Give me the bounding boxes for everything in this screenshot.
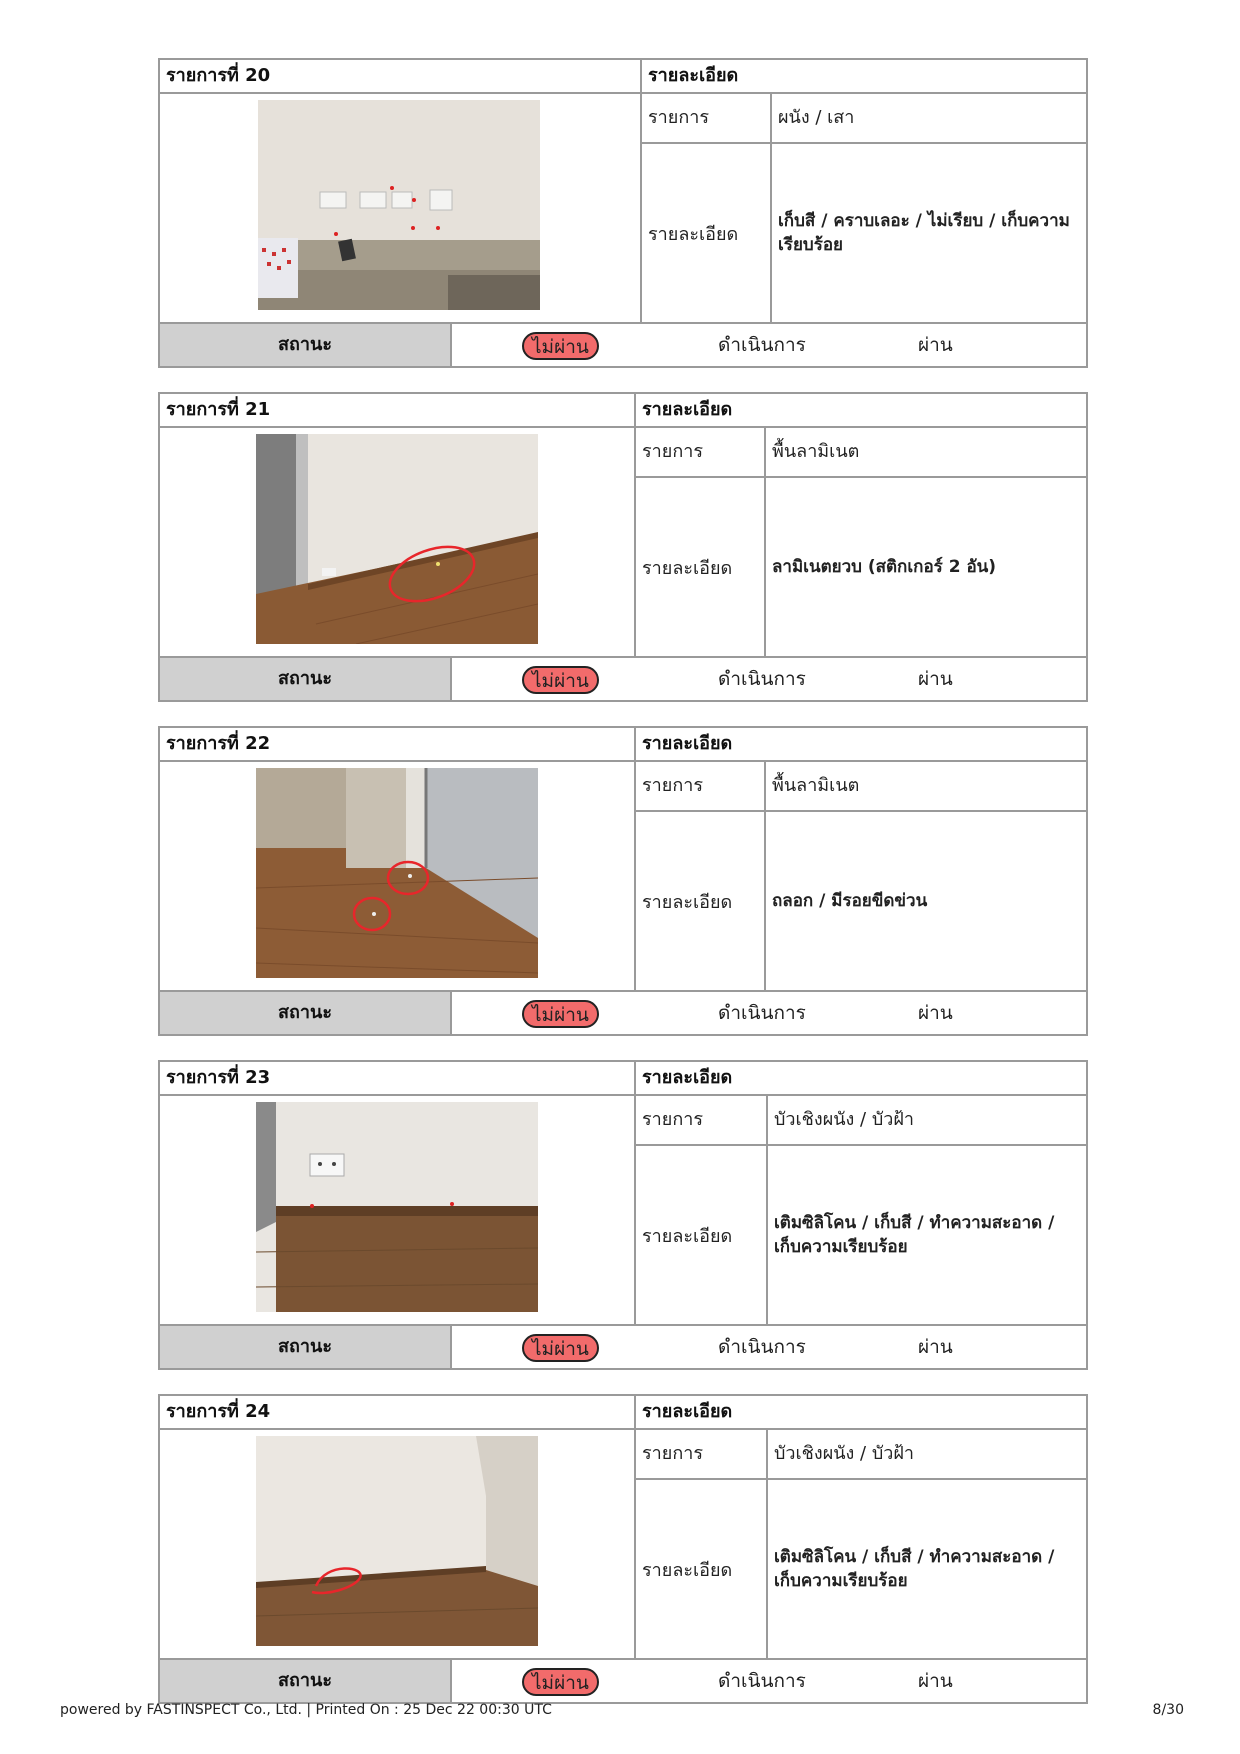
- status-fail-badge[interactable]: ไม่ผ่าน: [522, 666, 599, 694]
- detail-label: รายละเอียด: [636, 1480, 768, 1658]
- item-value: ผนัง / เสา: [772, 94, 1086, 144]
- status-fail-badge[interactable]: ไม่ผ่าน: [522, 1000, 599, 1028]
- status-row: [160, 324, 1086, 366]
- item-title: รายการที่ 24: [160, 1396, 634, 1430]
- detail-header: รายละเอียด: [640, 60, 1086, 94]
- detail-value: เก็บสี / คราบเลอะ / ไม่เรียบ / เก็บความเรียบร้อย: [778, 211, 1070, 255]
- status-row: [160, 1660, 1086, 1702]
- detail-value: ลามิเนตยวบ (สติกเกอร์ 2 อัน): [772, 557, 997, 577]
- detail-header: รายละเอียด: [634, 728, 1086, 762]
- inspection-item-22: [158, 726, 1088, 1036]
- detail-header: รายละเอียด: [634, 1396, 1086, 1430]
- item-title: รายการที่ 20: [160, 60, 640, 94]
- status-fail-badge[interactable]: ไม่ผ่าน: [522, 1334, 599, 1362]
- photo-cell: [160, 94, 640, 324]
- status-row: [160, 992, 1086, 1034]
- detail-block: [640, 94, 1086, 324]
- item-title: รายการที่ 21: [160, 394, 634, 428]
- detail-header: รายละเอียด: [634, 1062, 1086, 1096]
- item-label: รายการ: [636, 1096, 768, 1146]
- detail-block: [634, 428, 1086, 658]
- status-row: [160, 658, 1086, 700]
- status-label: สถานะ: [160, 1660, 452, 1702]
- status-label: สถานะ: [160, 658, 452, 700]
- status-label: สถานะ: [160, 992, 452, 1034]
- photo-cell: [160, 1430, 634, 1660]
- status-row: [160, 1326, 1086, 1368]
- footer-printed-info: powered by FASTINSPECT Co., Ltd. | Printed On : 25 Dec 22 00:30 UTC: [60, 1702, 552, 1718]
- photo-skirting-outlet[interactable]: [256, 1102, 538, 1312]
- detail-label: รายละเอียด: [636, 1146, 768, 1324]
- status-progress-option[interactable]: ดำเนินการ: [718, 1670, 806, 1692]
- photo-cell: [160, 762, 634, 992]
- photo-floor-door[interactable]: [256, 768, 538, 978]
- status-progress-option[interactable]: ดำเนินการ: [718, 668, 806, 690]
- status-fail-badge[interactable]: ไม่ผ่าน: [522, 1668, 599, 1696]
- detail-label: รายละเอียด: [642, 144, 772, 322]
- status-label: สถานะ: [160, 1326, 452, 1368]
- status-pass-option[interactable]: ผ่าน: [918, 1002, 953, 1024]
- status-label: สถานะ: [160, 324, 452, 366]
- detail-value: เติมซิลิโคน / เก็บสี / ทำความสะอาด / เก็บความเรียบร้อย: [774, 1213, 1055, 1257]
- detail-block: [634, 1430, 1086, 1660]
- item-value: บัวเชิงผนัง / บัวฝ้า: [768, 1096, 1086, 1146]
- page-number: 8/30: [1152, 1702, 1184, 1718]
- status-pass-option[interactable]: ผ่าน: [918, 334, 953, 356]
- photo-cell: [160, 1096, 634, 1326]
- item-value: บัวเชิงผนัง / บัวฝ้า: [768, 1430, 1086, 1480]
- status-progress-option[interactable]: ดำเนินการ: [718, 1002, 806, 1024]
- status-progress-option[interactable]: ดำเนินการ: [718, 1336, 806, 1358]
- item-value: พื้นลามิเนต: [766, 428, 1086, 478]
- status-progress-option[interactable]: ดำเนินการ: [718, 334, 806, 356]
- inspection-item-24: [158, 1394, 1088, 1704]
- detail-label: รายละเอียด: [636, 478, 766, 656]
- item-label: รายการ: [636, 762, 766, 812]
- detail-value: ถลอก / มีรอยขีดข่วน: [772, 891, 928, 911]
- status-pass-option[interactable]: ผ่าน: [918, 1670, 953, 1692]
- item-value: พื้นลามิเนต: [766, 762, 1086, 812]
- status-fail-badge[interactable]: ไม่ผ่าน: [522, 332, 599, 360]
- detail-header: รายละเอียด: [634, 394, 1086, 428]
- item-label: รายการ: [636, 428, 766, 478]
- detail-label: รายละเอียด: [636, 812, 766, 990]
- status-pass-option[interactable]: ผ่าน: [918, 668, 953, 690]
- item-label: รายการ: [642, 94, 772, 144]
- photo-wall-outlets[interactable]: [258, 100, 540, 310]
- photo-cell: [160, 428, 634, 658]
- inspection-item-23: [158, 1060, 1088, 1370]
- inspection-item-21: [158, 392, 1088, 702]
- photo-skirting-corner[interactable]: [256, 1436, 538, 1646]
- inspection-item-20: [158, 58, 1088, 368]
- item-title: รายการที่ 23: [160, 1062, 634, 1096]
- status-pass-option[interactable]: ผ่าน: [918, 1336, 953, 1358]
- detail-block: [634, 762, 1086, 992]
- item-title: รายการที่ 22: [160, 728, 634, 762]
- photo-floor-corner[interactable]: [256, 434, 538, 644]
- item-label: รายการ: [636, 1430, 768, 1480]
- detail-value: เติมซิลิโคน / เก็บสี / ทำความสะอาด / เก็บความเรียบร้อย: [774, 1547, 1055, 1591]
- detail-block: [634, 1096, 1086, 1326]
